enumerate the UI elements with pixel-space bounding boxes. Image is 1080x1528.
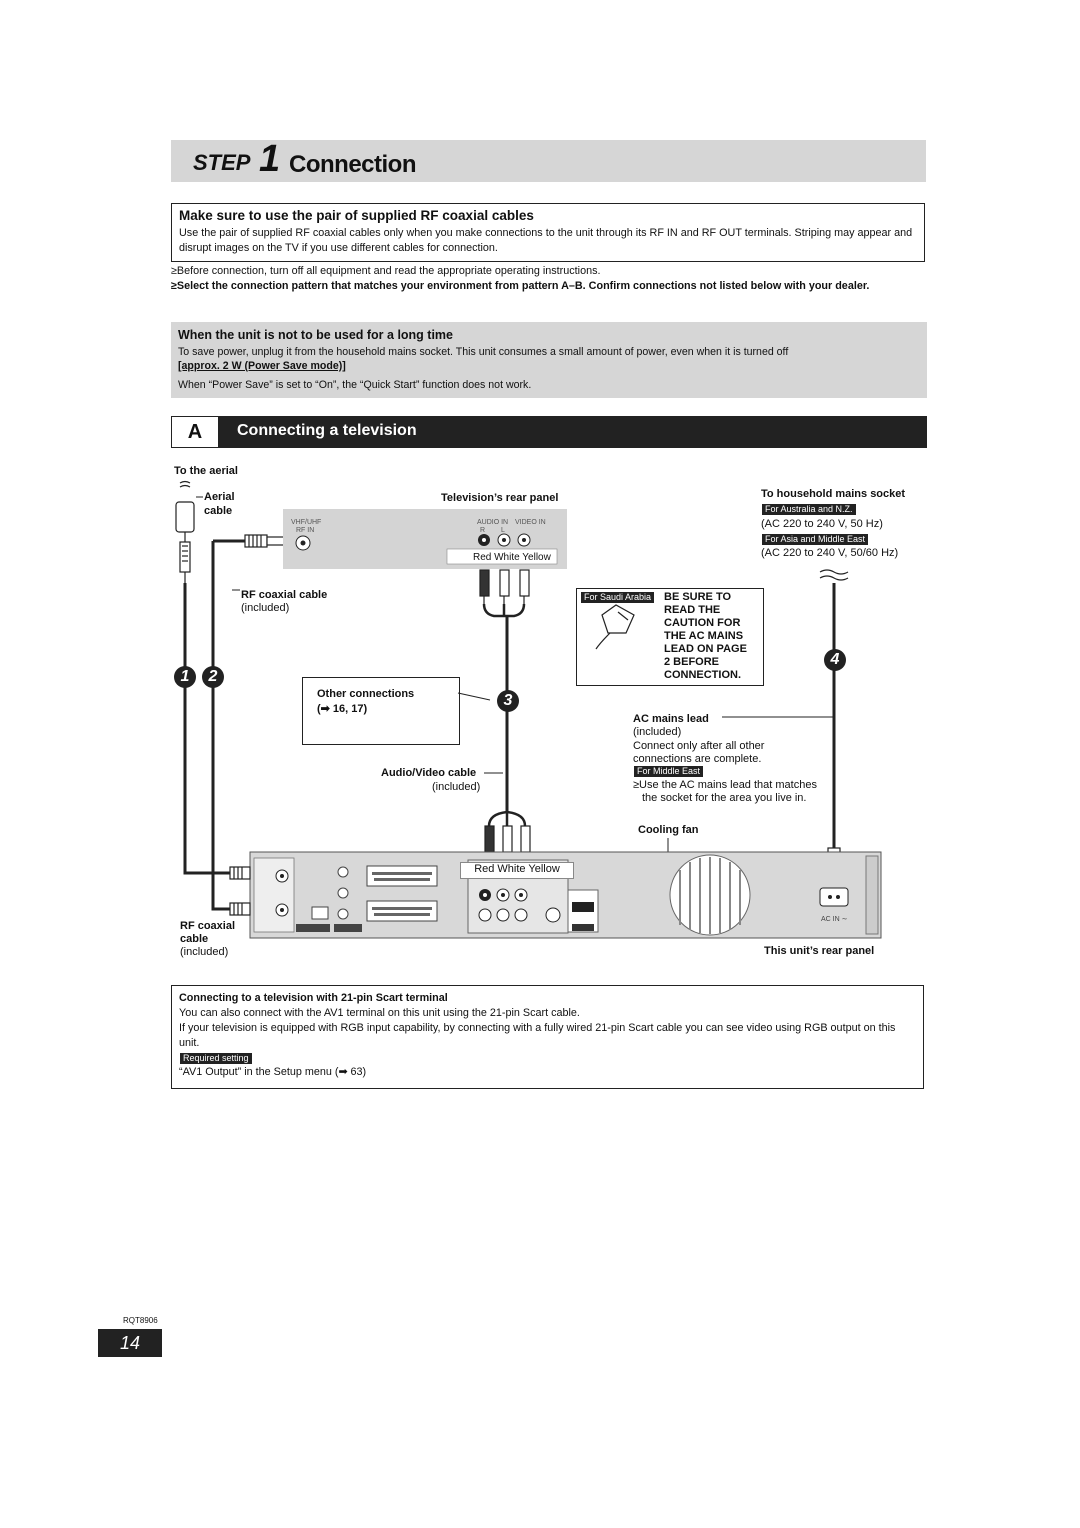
cooling-fan-label: Cooling fan	[638, 824, 699, 836]
rf-cable-top-label: RF coaxial cable	[241, 589, 328, 601]
tag-asia: For Asia and Middle East	[762, 534, 868, 545]
notice-title: Make sure to use the pair of supplied RF coaxial cables	[179, 208, 534, 223]
ac-use-line-1: ≥Use the AC mains lead that matches	[633, 779, 817, 791]
section-letter: A	[171, 416, 219, 448]
scart-box	[171, 985, 924, 1089]
ac-use-line-2: the socket for the area you live in.	[642, 792, 807, 804]
ac-australia: (AC 220 to 240 V, 50 Hz)	[761, 518, 883, 530]
aerial-icon	[176, 482, 194, 584]
av-plugs-bottom	[485, 826, 530, 852]
required-setting-tag: Required setting	[180, 1053, 252, 1064]
document-code: RQT8906	[123, 1316, 158, 1325]
long-time-body: To save power, unplug it from the household mains socket. This unit consumes a small amount of power, even when it is turned off	[178, 346, 789, 358]
tv-l-label: L	[501, 527, 505, 534]
step-word: STEP	[193, 150, 251, 175]
tv-video-in-label: VIDEO IN	[515, 519, 546, 526]
tag-australia: For Australia and N.Z.	[762, 504, 856, 515]
av-cable-label: Audio/Video cable	[381, 767, 477, 779]
rf-plugs-unit	[230, 867, 250, 915]
caution-line: BE SURE TO	[664, 591, 732, 603]
rf-cable-bottom-included: (included)	[180, 946, 229, 958]
rf-cable-bottom-label-1: RF coaxial	[180, 920, 236, 932]
tv-vhf-label: VHF/UHF	[291, 519, 322, 526]
step-number-1: 1	[174, 666, 196, 688]
aerial-cable-label-2: cable	[204, 505, 233, 517]
step-number-4: 4	[824, 649, 846, 671]
notice-body: Use the pair of supplied RF coaxial cables only when you make connections to the unit through its RF IN and RF OUT terminals. Striping may appear and disrupt images on the TV if you use different cables for connection.	[179, 227, 913, 254]
step-title: Connection	[289, 151, 416, 178]
step-number-3: 3	[497, 690, 519, 712]
av-cable-included: (included)	[432, 781, 481, 793]
scart-title: Connecting to a television with 21-pin Scart terminal	[179, 992, 448, 1004]
unit-rear-panel-label: This unit’s rear panel	[764, 945, 875, 957]
page-number: 14	[98, 1329, 162, 1357]
ac-lead-included: (included)	[633, 726, 682, 738]
caution-line: CAUTION FOR	[664, 617, 741, 629]
caution-line: THE AC MAINS	[664, 630, 744, 642]
ac-in-label: AC IN ∼	[821, 916, 848, 923]
bullet-item: ≥Before connection, turn off all equipment and read the appropriate operating instructions.	[171, 265, 601, 277]
tag-saudi: For Saudi Arabia	[581, 592, 654, 603]
caution-box	[576, 588, 764, 686]
scart-setting: “AV1 Output” in the Setup menu (➡ 63)	[179, 1066, 367, 1078]
power-save-note: [approx. 2 W (Power Save mode)]	[178, 360, 346, 372]
long-time-title: When the unit is not to be used for a long time	[178, 328, 453, 342]
other-connections-box	[302, 677, 460, 745]
tv-r-label: R	[480, 527, 486, 534]
tv-rf-in-label: RF IN	[296, 527, 315, 534]
quick-start-note: When “Power Save” is set to “On”, the “Quick Start” function does not work.	[178, 379, 532, 391]
av-plugs-top	[480, 570, 529, 604]
ac-connect-line-1: Connect only after all other	[633, 740, 765, 752]
to-aerial-label: To the aerial	[174, 465, 238, 477]
ac-asia: (AC 220 to 240 V, 50/60 Hz)	[761, 547, 899, 559]
scart-line-2: If your television is equipped with RGB input capability, by connecting with a fully wired 21-pin Scart cable you can see video using RGB output on this unit.	[179, 1022, 896, 1049]
tv-audio-in-label: AUDIO IN	[477, 519, 509, 526]
to-mains-label: To household mains socket	[761, 488, 906, 500]
scart-line-1: You can also connect with the AV1 terminal on this unit using the 21-pin Scart cable.	[179, 1007, 580, 1019]
rf-plug-top	[245, 535, 285, 547]
caution-line: 2 BEFORE	[664, 656, 720, 668]
rf-cable-bottom-label-2: cable	[180, 933, 209, 945]
caution-line: READ THE	[664, 604, 721, 616]
caution-line: LEAD ON PAGE	[664, 643, 747, 655]
step-number-2: 2	[202, 666, 224, 688]
tv-colors-label: Red White Yellow	[473, 552, 551, 563]
section-title: Connecting a television	[237, 422, 417, 439]
aerial-cable-label-1: Aerial	[204, 491, 235, 503]
step-number: 1	[259, 138, 281, 180]
tv-rear-panel-label: Television’s rear panel	[441, 492, 559, 504]
ac-connect-line-2: connections are complete.	[633, 753, 762, 765]
unit-colors-label: Red White Yellow	[460, 862, 574, 879]
ac-lead-label: AC mains lead	[633, 713, 709, 725]
caution-line: CONNECTION.	[664, 669, 741, 681]
other-connections-label: Other connections	[317, 688, 415, 700]
other-connections-pages: (➡ 16, 17)	[317, 703, 368, 715]
tag-middle-east: For Middle East	[634, 766, 703, 777]
rf-cable-top-included: (included)	[241, 602, 290, 614]
bullet-item: ≥Select the connection pattern that matches your environment from pattern A–B. Confirm connections not listed below with your dealer.	[171, 279, 870, 292]
